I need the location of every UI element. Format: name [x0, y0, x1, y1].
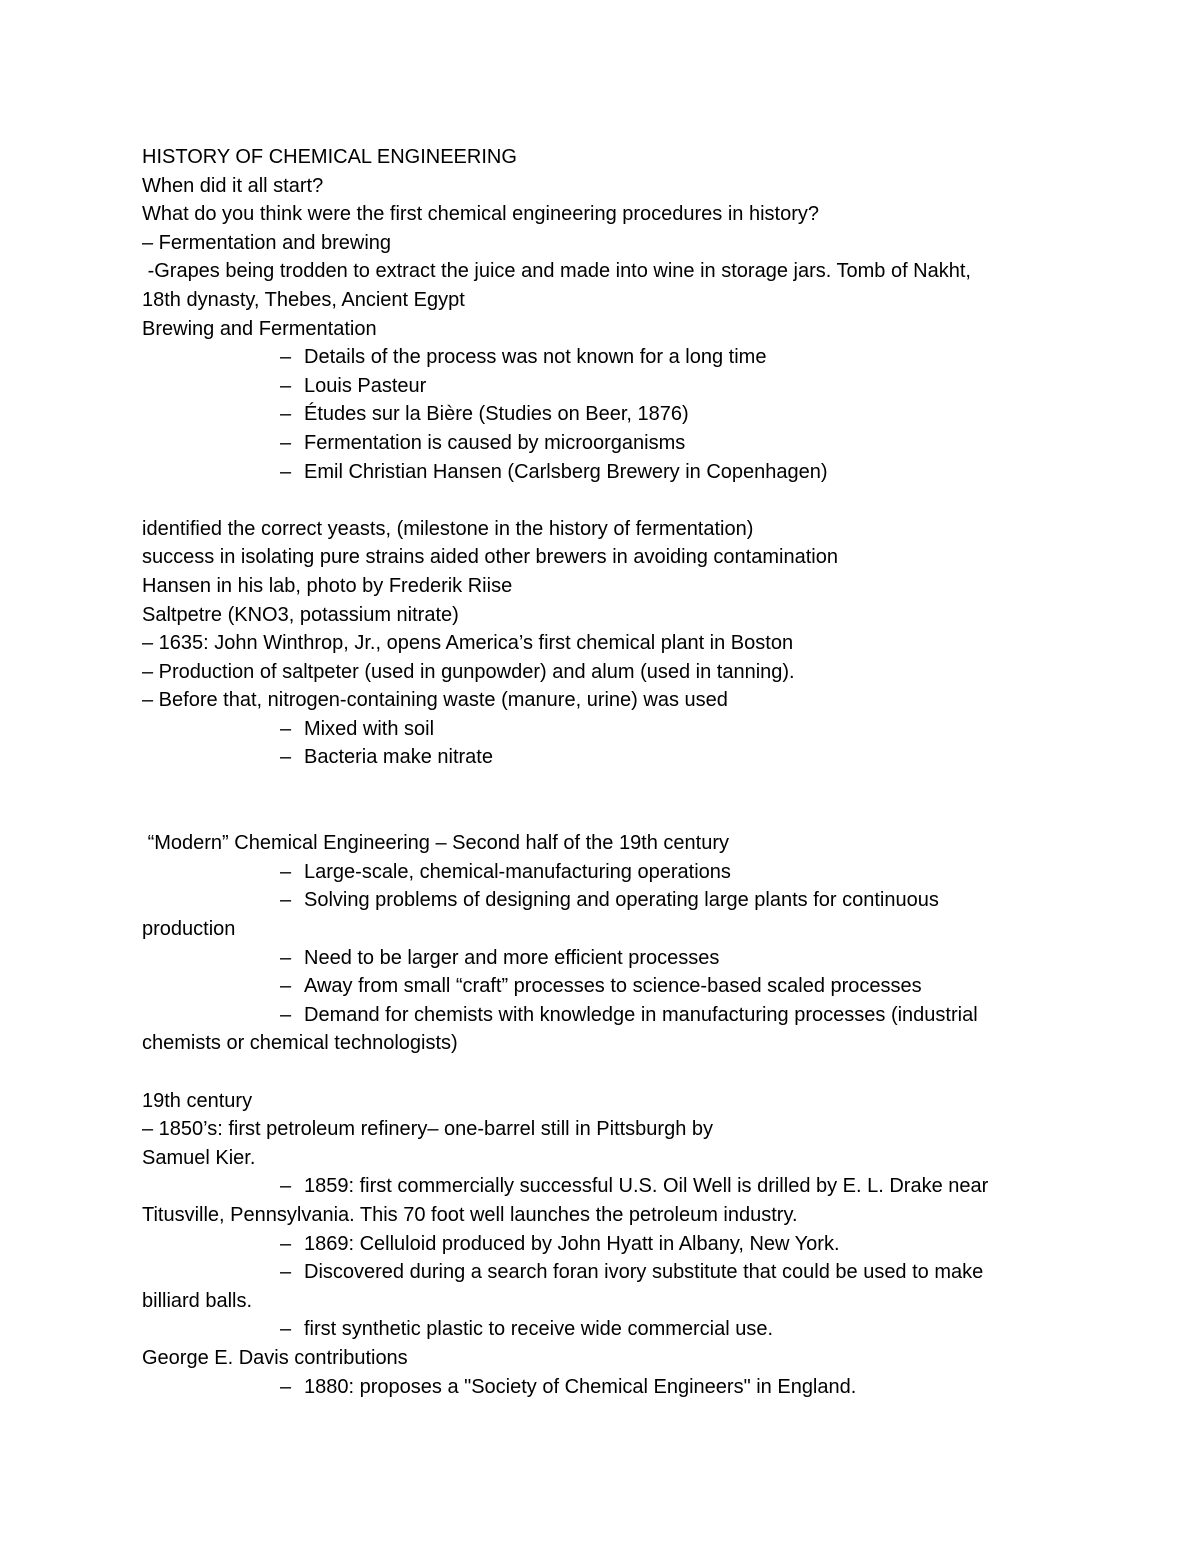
bullet-text: Large-scale, chemical-manufacturing operations	[304, 860, 731, 883]
bullet-dash: –	[280, 1318, 292, 1341]
bullet-item	[142, 458, 1062, 487]
bullet-dash: –	[280, 1232, 292, 1255]
bullet-dash: –	[280, 403, 292, 426]
text-line: – 1635: John Winthrop, Jr., opens America’s first chemical plant in Boston	[142, 632, 794, 655]
text-line: Saltpetre (KNO3, potassium nitrate)	[142, 603, 459, 626]
text-line: identified the correct yeasts, (milestone in the history of fermentation)	[142, 517, 754, 540]
bullet-text: Discovered during a search foran ivory substitute that could be used to make	[304, 1261, 984, 1284]
blank-line	[142, 486, 1062, 515]
bullet-dash: –	[280, 889, 292, 912]
document-title: HISTORY OF CHEMICAL ENGINEERING	[142, 146, 517, 168]
bullet-dash: –	[280, 860, 292, 883]
bullet-item	[142, 429, 1062, 458]
bullet-dash: –	[280, 746, 292, 769]
bullet-text: Louis Pasteur	[304, 374, 427, 397]
text-line: – Production of saltpeter (used in gunpowder) and alum (used in tanning).	[142, 660, 795, 683]
text-line: Titusville, Pennsylvania. This 70 foot well launches the petroleum industry.	[142, 1203, 798, 1226]
bullet-dash: –	[280, 717, 292, 740]
text-line: billiard balls.	[142, 1289, 253, 1312]
bullet-text: Away from small “craft” processes to science-based scaled processes	[304, 975, 922, 998]
bullet-item	[142, 1373, 1062, 1402]
text-line: George E. Davis contributions	[142, 1346, 408, 1369]
bullet-dash: –	[280, 460, 292, 483]
bullet-dash: –	[280, 374, 292, 397]
bullet-text: Bacteria make nitrate	[304, 746, 493, 769]
bullet-dash: –	[280, 1261, 292, 1284]
bullet-item	[142, 1001, 1062, 1030]
bullet-item	[142, 372, 1062, 401]
bullet-item	[142, 1258, 1062, 1287]
text-line: chemists or chemical technologists)	[142, 1032, 458, 1055]
bullet-text: 1869: Celluloid produced by John Hyatt in Albany, New York.	[304, 1232, 840, 1255]
bullet-dash: –	[280, 346, 292, 369]
text-line: – Fermentation and brewing	[142, 231, 392, 254]
bullet-item	[142, 343, 1062, 372]
text-line: “Modern” Chemical Engineering – Second half of the 19th century	[142, 832, 730, 855]
bullet-text: Details of the process was not known for a long time	[304, 346, 767, 369]
bullet-dash: –	[280, 1175, 292, 1198]
bullet-text: Need to be larger and more efficient processes	[304, 946, 720, 969]
bullet-item	[142, 972, 1062, 1001]
text-line: When did it all start?	[142, 174, 324, 197]
bullet-dash: –	[280, 946, 292, 969]
bullet-item	[142, 715, 1062, 744]
bullet-item	[142, 886, 1062, 915]
text-line: What do you think were the first chemical engineering procedures in history?	[142, 203, 820, 226]
text-line: – 1850’s: first petroleum refinery– one-barrel still in Pittsburgh by	[142, 1118, 714, 1141]
text-line: 19th century	[142, 1089, 253, 1112]
bullet-text: 1859: first commercially successful U.S. Oil Well is drilled by E. L. Drake near	[304, 1175, 989, 1198]
document-body	[142, 143, 1062, 1401]
bullet-dash: –	[280, 431, 292, 454]
bullet-item	[142, 1315, 1062, 1344]
blank-line	[142, 801, 1062, 830]
text-line: Samuel Kier.	[142, 1146, 256, 1169]
bullet-text: Études sur la Bière (Studies on Beer, 1876)	[304, 403, 689, 426]
text-line: – Before that, nitrogen-containing waste (manure, urine) was used	[142, 689, 728, 712]
bullet-text: Solving problems of designing and operating large plants for continuous	[304, 889, 939, 912]
bullet-item	[142, 944, 1062, 973]
bullet-dash: –	[280, 1375, 292, 1398]
bullet-item	[142, 1230, 1062, 1259]
bullet-text: Demand for chemists with knowledge in manufacturing processes (industrial	[304, 1003, 978, 1026]
text-line: Brewing and Fermentation	[142, 317, 377, 340]
bullet-item	[142, 858, 1062, 887]
text-line: -Grapes being trodden to extract the juice and made into wine in storage jars. Tomb of Nakht,	[142, 260, 971, 283]
bullet-item	[142, 1172, 1062, 1201]
bullet-text: first synthetic plastic to receive wide commercial use.	[304, 1318, 774, 1341]
bullet-text: Emil Christian Hansen (Carlsberg Brewery in Copenhagen)	[304, 460, 828, 483]
bullet-text: 1880: proposes a "Society of Chemical Engineers" in England.	[304, 1375, 857, 1398]
text-line: 18th dynasty, Thebes, Ancient Egypt	[142, 288, 465, 311]
bullet-text: Fermentation is caused by microorganisms	[304, 431, 686, 454]
blank-line	[142, 1058, 1062, 1087]
bullet-dash: –	[280, 975, 292, 998]
bullet-text: Mixed with soil	[304, 717, 435, 740]
bullet-item	[142, 743, 1062, 772]
text-line: production	[142, 918, 236, 941]
text-line: Hansen in his lab, photo by Frederik Riise	[142, 574, 513, 597]
text-line: success in isolating pure strains aided other brewers in avoiding contamination	[142, 546, 838, 569]
bullet-dash: –	[280, 1003, 292, 1026]
blank-line	[142, 772, 1062, 801]
bullet-item	[142, 400, 1062, 429]
